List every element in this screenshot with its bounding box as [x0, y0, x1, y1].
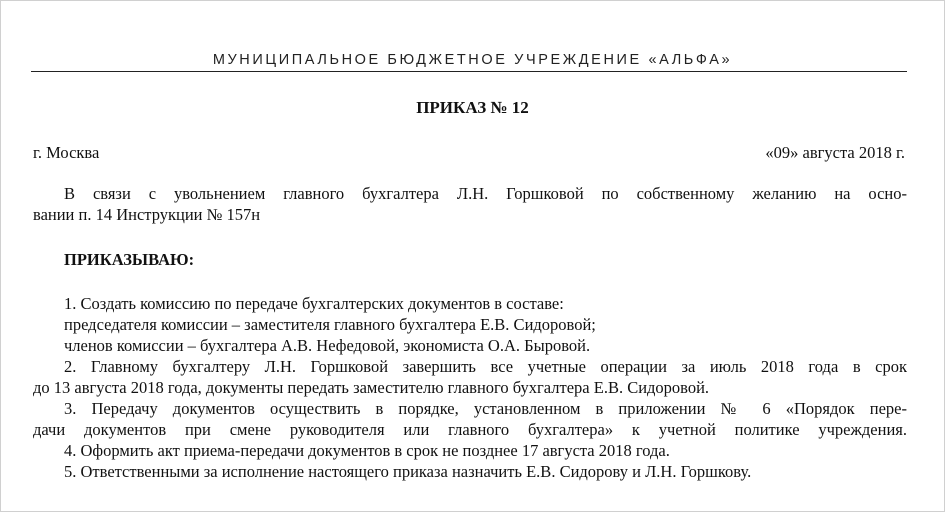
- intro-line: В связи с увольнением главного бухгалтера Л.Н. Горшковой по собственному желанию на осно-: [64, 184, 907, 203]
- header-divider: [31, 71, 907, 72]
- intro-line: вании п. 14 Инструкции № 157н: [33, 205, 261, 224]
- organization-name: МУНИЦИПАЛЬНОЕ БЮДЖЕТНОЕ УЧРЕЖДЕНИЕ «АЛЬФА»: [212, 52, 733, 68]
- city-label: г. Москва: [33, 143, 100, 162]
- item-line: до 13 августа 2018 года, документы передать заместителю главного бухгалтера Е.В. Сидоровой.: [33, 378, 710, 397]
- item-line: 1. Создать комиссию по передаче бухгалтерских документов в составе:: [64, 294, 564, 313]
- item-line: 5. Ответственными за исполнение настоящего приказа назначить Е.В. Сидорову и Л.Н. Горшкову.: [64, 462, 752, 481]
- item-line: 3. Передачу документов осуществить в порядке, установленном в приложении № 6 «Порядок пере-: [64, 399, 907, 418]
- item-line: членов комиссии – бухгалтера А.В. Нефедовой, экономиста О.А. Быровой.: [64, 336, 591, 355]
- item-line: 4. Оформить акт приема-передачи документов в срок не позднее 17 августа 2018 года.: [64, 441, 670, 460]
- order-directive-heading: ПРИКАЗЫВАЮ:: [64, 250, 195, 269]
- item-line: председателя комиссии – заместителя главного бухгалтера Е.В. Сидоровой;: [64, 315, 596, 334]
- order-items: [33, 293, 907, 482]
- item-line: дачи документов при смене руководителя или главного бухгалтера» к учетной политике учреждения.: [33, 420, 907, 439]
- order-title: ПРИКАЗ № 12: [416, 98, 529, 117]
- order-date: «09» августа 2018 г.: [765, 143, 905, 162]
- item-line: 2. Главному бухгалтеру Л.Н. Горшковой завершить все учетные операции за июль 2018 года в срок: [64, 357, 907, 376]
- intro-paragraph: [33, 183, 907, 225]
